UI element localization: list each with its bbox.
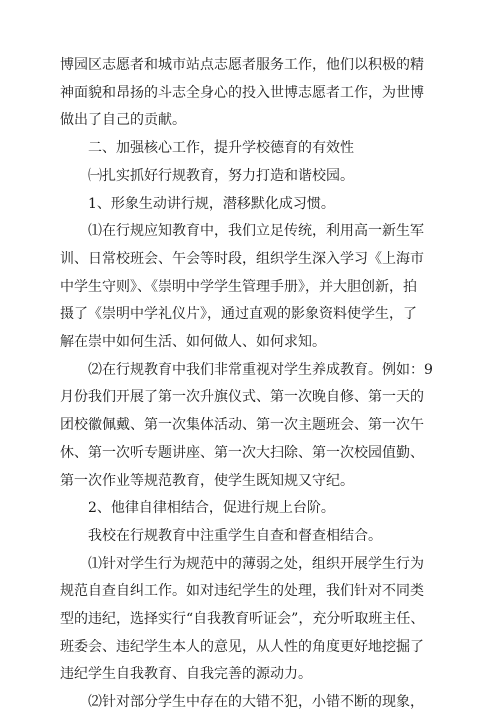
text-line: 第一次作业等规范教育，使学生既知规又守纪。 <box>60 472 354 489</box>
text-line: 博园区志愿者和城市站点志愿者服务工作，他们以积极的精 <box>60 57 424 73</box>
document-page <box>60 52 438 717</box>
text-line: 2、他律自律相结合，促进行规上台阶。 <box>88 500 335 517</box>
paragraph-6 <box>60 357 438 496</box>
text-line: 月份我们开展了第一次升旗仪式、第一次晚自修、第一天的 <box>60 389 424 406</box>
text-line: 中学生守则》、《崇明中学学生管理手册》，并大胆创新，拍 <box>60 278 417 295</box>
text-line: 我校在行规教育中注重学生自查和督查相结合。 <box>88 527 382 544</box>
text-line: 解在崇中如何生活、如何做人、如何求知。 <box>60 334 326 351</box>
paragraph-10 <box>60 689 438 717</box>
text-line: 型的违纪，选择实行“自我教育听证会”，充分听取班主任、 <box>60 611 425 628</box>
section-heading-2 <box>60 135 438 163</box>
paragraph-9 <box>60 551 438 690</box>
text-line: 神面貌和昂扬的斗志全身心的投入世博志愿者工作，为世博 <box>60 84 424 101</box>
item-heading-1 <box>60 191 438 219</box>
paragraph-8 <box>60 523 438 551</box>
text-line: 休、第一次听专题讲座、第一次大扫除、第一次校园值勤、 <box>60 444 424 461</box>
text-line: 二、加强核心工作，提升学校德育的有效性 <box>88 140 354 157</box>
text-line: 做出了自己的贡献。 <box>60 112 186 129</box>
item-heading-2 <box>60 495 438 523</box>
paragraph-5 <box>60 218 438 357</box>
text-line: ㈠扎实抓好行规教育，努力打造和谐校园。 <box>88 167 354 184</box>
text-line: 摄了《崇明中学礼仪片》，通过直观的影象资料使学生，了 <box>60 306 417 323</box>
text-line: 违纪学生自我教育、自我完善的源动力。 <box>60 666 312 683</box>
text-line: 规范自查自纠工作。如对违纪学生的处理，我们针对不同类 <box>60 583 424 600</box>
text-line: ⑴针对学生行为规范中的薄弱之处，组织开展学生行为 <box>88 555 424 572</box>
text-line: ⑴在行规应知教育中，我们立足传统，利用高一新生军 <box>88 223 424 240</box>
text-line: ⑵在行规教育中我们非常重视对学生养成教育。例如：9 <box>88 361 433 378</box>
text-line: 团校徽佩戴、第一次集体活动、第一次主题班会、第一次午 <box>60 417 424 434</box>
text-line: 班委会、违纪学生本人的意见，从人性的角度更好地挖掘了 <box>60 638 424 655</box>
subsection-heading-1 <box>60 163 438 191</box>
text-line: ⑵针对部分学生中存在的大错不犯，小错不断的现象， <box>88 694 424 711</box>
text-line: 1、形象生动讲行规，潜移默化成习惯。 <box>88 195 335 212</box>
paragraph-1 <box>60 52 438 135</box>
text-line: 训、日常校班会、午会等时段，组织学生深入学习《上海市 <box>60 250 424 267</box>
